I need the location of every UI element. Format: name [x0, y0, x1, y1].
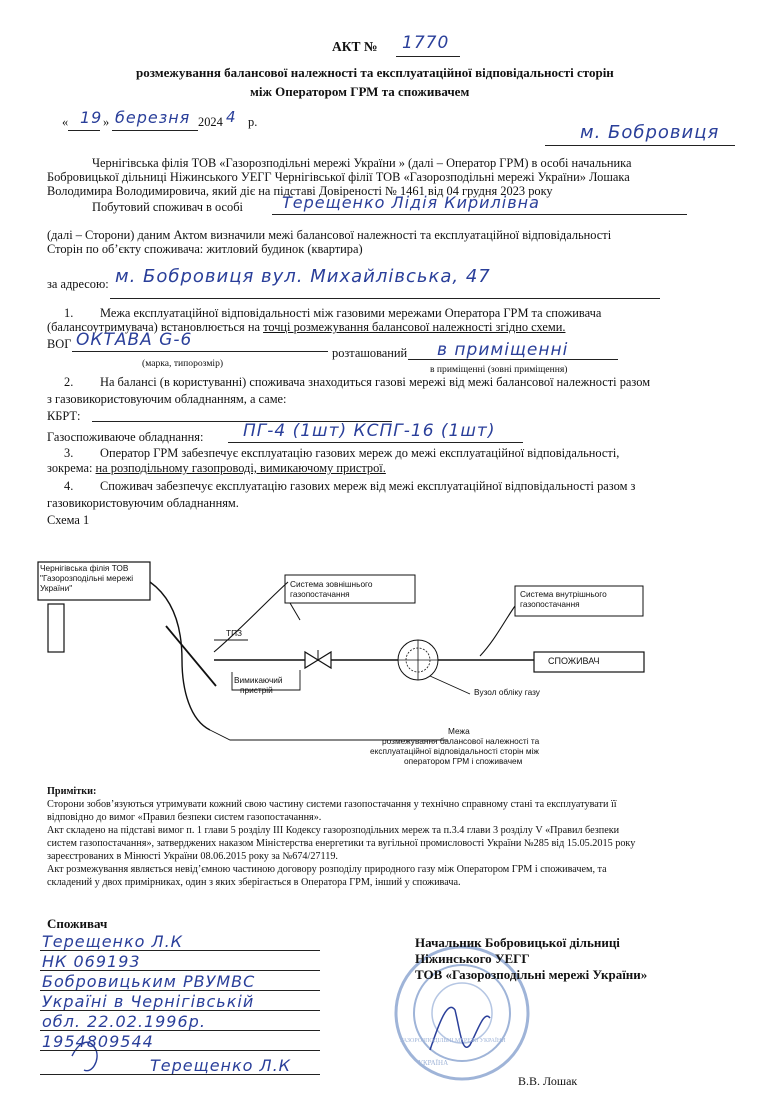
clause-1-line-2a: (балансоутримувача) встановлюється на — [47, 320, 264, 334]
valve-left — [305, 652, 318, 668]
consumer-detail-4-line — [40, 1010, 320, 1011]
date-open-quote: « — [62, 115, 69, 129]
date-day: 19 — [80, 108, 103, 127]
located-value: в приміщенні — [437, 340, 569, 360]
border-line-1: Межа — [448, 726, 470, 736]
meter-leader — [430, 676, 470, 694]
notes-title: Примітки: — [47, 786, 97, 797]
kbrt-label: КБРТ: — [47, 409, 81, 423]
valve-right — [318, 652, 331, 668]
intro-line-1: Чернігівська філія ТОВ «Газорозподільні мережі України » (далі – Оператор ГРМ) в особі начальника — [92, 156, 632, 170]
consumer-detail-3-line — [40, 990, 320, 991]
stamp-text-1: УКРАЇНА — [418, 1059, 449, 1067]
caption-brand: (марка, типорозмір) — [142, 358, 224, 369]
intro-line-5: (далі – Сторони) даним Актом визначили межі балансової належності та експлуатаційної відповідальності — [47, 228, 612, 242]
outer-arc — [214, 582, 288, 652]
address-value: м. Бобровиця вул. Михайлівська, 47 — [115, 266, 491, 287]
switch-line-1: Вимикаючий — [234, 675, 283, 685]
equipment-value: ПГ-4 (1шт) КСПГ-16 (1шт) — [243, 421, 496, 441]
notes-p2-line-2: систем газопостачання», затверджених наказом Міністерства енергетики та вугільної промисловості України №285 від 15.05.2015 року — [47, 838, 636, 849]
consumer-detail-5-line — [40, 1030, 320, 1031]
clause-2-line-2: з газовикористовуючим обладнанням, а саме: — [47, 392, 287, 406]
clause-3-line-2b: на розподільному газопроводі, вимикаючому пристрої. — [95, 461, 386, 475]
inner-system-line-1: Система внутрішнього — [520, 589, 607, 599]
operator-title-3: ТОВ «Газорозподільні мережі України» — [415, 967, 648, 982]
clause-1-line-1: Межа експлуатаційної відповідальності між газовими мережами Оператора ГРМ та споживача — [100, 306, 602, 320]
consumer-sign-line — [40, 1074, 320, 1075]
consumer-detail-5: обл. 22.02.1996р. — [42, 1012, 206, 1031]
clause-3-line-2a: зокрема: — [47, 461, 96, 475]
located-label: розташований — [332, 346, 408, 360]
inner-system-line-2: газопостачання — [520, 599, 580, 609]
border-line-4: оператором ГРМ і споживачем — [404, 756, 523, 766]
outer-box-leader — [290, 603, 300, 620]
clause-3-number: 3. — [64, 446, 74, 460]
consumer-label: Побутовий споживач в особі — [92, 200, 243, 214]
branch-line-1: Чернігівська філія ТОВ — [40, 563, 129, 573]
notes-p2-line-1: Акт складено на підставі вимог п. 1 глави 5 розділу ІІІ Кодексу газорозподільних мереж та п.3.4 глави 3 розділу V «Правил безпеки — [47, 825, 620, 836]
date-year-hw: 4 — [226, 108, 237, 126]
date-year-suffix: р. — [248, 115, 258, 129]
consumer-detail-4: Україні в Чернігівській — [42, 992, 255, 1011]
consumer-detail-2: НК 069193 — [42, 952, 141, 971]
operator-name: В.В. Лошак — [518, 1074, 578, 1088]
notes-p3-line-1: Акт розмежування являється невід’ємною частиною договору розподілу природного газу між Оператором ГРМ і споживачем, та — [47, 864, 607, 875]
operator-title-1: Начальник Бобровицької дільниці — [415, 935, 620, 950]
notes-p3-line-2: складений у двох примірниках, один з яких зберігається в Оператора ГРМ, інший у споживача. — [47, 877, 461, 888]
caption-room: в приміщенні (зовні приміщення) — [430, 364, 568, 375]
act-title: АКТ № — [332, 39, 378, 54]
notes-p2-line-3: зареєстрованих в Мінюсті України 08.06.2015 року за №674/27119. — [47, 851, 338, 862]
consumer-sign-name: Терещенко Л.К — [150, 1056, 292, 1075]
date-close-quote: » — [103, 115, 110, 129]
vog-value: ОКТАВА G-6 — [76, 330, 193, 350]
address-label: за адресою: — [47, 277, 109, 291]
vog-label: ВОГ — [47, 337, 72, 351]
equipment-label: Газоспоживаюче обладнання: — [47, 430, 204, 444]
inner-arc — [480, 606, 515, 656]
consumer-detail-2-line — [40, 970, 320, 971]
border-line-3: експлуатаційної відповідальності сторін між — [370, 746, 539, 756]
notes-p1-line-2: відповідно до вимог «Правил безпеки систем газопостачання». — [47, 812, 322, 823]
clause-4-number: 4. — [64, 479, 74, 493]
outer-system-line-1: Система зовнішнього — [290, 579, 373, 589]
tpz-label: ТПЗ — [226, 628, 243, 638]
act-number: 1770 — [402, 33, 450, 53]
consumer-detail-3: Бобровицьким РВУМВС — [42, 972, 256, 991]
outer-system-line-2: газопостачання — [290, 589, 350, 599]
boundary-diagonal — [166, 626, 216, 686]
intro-line-6: Сторін по об’єкту споживача: житловий будинок (квартира) — [47, 242, 363, 256]
intro-line-3: Володимира Володимировича, який діє на підставі Довіреності № 1461 від 04 грудня 2023 року — [47, 184, 553, 198]
consumer-detail-1-line — [40, 950, 320, 951]
clause-1-number: 1. — [64, 306, 74, 320]
clause-4-line-2: газовикористовуючим обладнанням. — [47, 496, 239, 510]
clause-4-line-1: Споживач забезпечує експлуатацію газових мереж від межі експлуатаційної відповідальності разом з — [100, 479, 636, 493]
place: м. Бобровиця — [580, 122, 720, 143]
notes-p1-line-1: Сторони зобов’язуються утримувати кожний свою частину системи газопостачання у технічно справному стані та експлуатувати її — [47, 799, 617, 810]
clause-2-number: 2. — [64, 375, 74, 389]
small-rect — [48, 604, 64, 652]
switch-line-2: пристрій — [240, 685, 273, 695]
consumer-detail-6: 1954809544 — [42, 1032, 154, 1051]
clause-1-line-2b: точці розмежування балансової належності згідно схеми. — [263, 320, 566, 334]
date-month: березня — [115, 108, 191, 127]
clause-3-line-1: Оператор ГРМ забезпечує експлуатацію газових мереж до межі експлуатаційної відповідальності, — [100, 446, 620, 460]
stamp-text-2: ГАЗОРОЗПОДІЛЬНІ МЕРЕЖІ УКРАЇНИ — [400, 1038, 506, 1044]
border-line-2: розмежування балансової належності та — [382, 736, 540, 746]
consumer-detail-1: Терещенко Л.К — [42, 932, 184, 951]
consumer-box-label: СПОЖИВАЧ — [548, 656, 600, 666]
network-curve — [150, 582, 210, 730]
intro-line-2: Бобровицької дільниці Ніжинського УЕГГ Чернігівської філії ТОВ «Газорозподільні мережі України» Лошака — [47, 170, 630, 184]
branch-line-2: "Газорозподільні мережі — [40, 573, 134, 583]
consumer-detail-6-line — [40, 1050, 320, 1051]
meter-node-label: Вузол обліку газу — [474, 687, 540, 697]
date-year: 2024 — [198, 115, 223, 129]
operator-title-2: Ніжинського УЕГГ — [415, 951, 530, 966]
clause-2-line-1: На балансі (в користуванні) споживача знаходиться газові мережі від межі балансової належності разом — [100, 375, 651, 389]
subtitle-line-1: розмежування балансової належності та експлуатаційної відповідальності сторін — [136, 65, 614, 80]
scheme-label: Схема 1 — [47, 513, 90, 527]
consumer-sign-title: Споживач — [47, 916, 108, 931]
consumer-name: Терещенко Лідія Кирилівна — [282, 193, 540, 212]
branch-line-3: України" — [40, 583, 73, 593]
subtitle-line-2: між Оператором ГРМ та споживачем — [250, 84, 470, 99]
